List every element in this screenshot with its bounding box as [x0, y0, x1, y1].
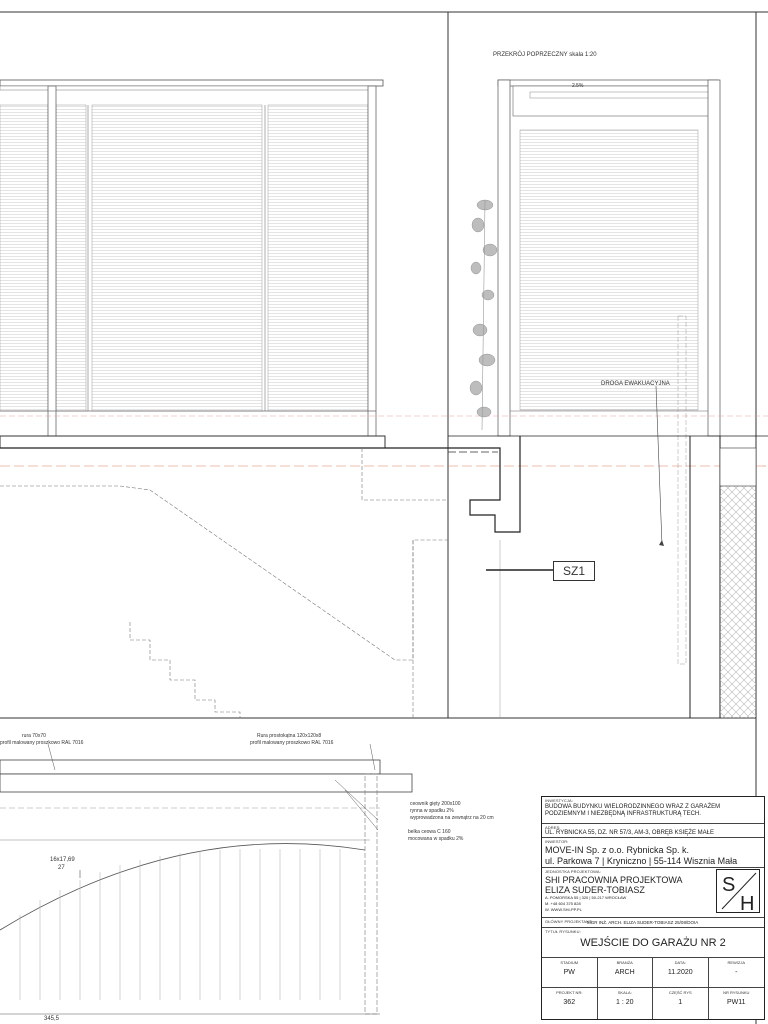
tb-unit-web: W. WWW.SHI-PP.PL — [545, 907, 582, 912]
tb-investor — [542, 838, 764, 868]
tb-part-value: 1 — [678, 999, 683, 1006]
tb-stage-caption: STADIUM — [560, 960, 579, 965]
stairs-dimension-sub: 27 — [58, 865, 65, 871]
title-block — [541, 796, 765, 1020]
pipe-70-label: rura 70x70 — [22, 733, 46, 739]
tb-drawing-no-caption: NR RYSUNKU — [723, 990, 750, 995]
tb-discipline-caption: BRANŻA — [616, 960, 633, 965]
tb-drawing-caption: TYTUŁ RYSUNKU: — [545, 929, 581, 934]
tb-revision-cell — [709, 958, 765, 988]
tb-scale-cell — [598, 988, 654, 1019]
tb-investor-line1: MOVE-IN Sp. z o.o. Rybnicka Sp. k. — [545, 845, 690, 855]
tb-designer — [542, 918, 764, 928]
climbing-plant — [470, 200, 497, 430]
beam-note-2: mocowana w spadku 2% — [408, 836, 464, 842]
pipe-70-profile-label: profil malowany proszkowo RAL 7016 — [0, 740, 84, 746]
section-slope-dim: 2.5% — [572, 83, 584, 89]
tb-stage-value: PW — [563, 969, 575, 976]
tb-investor-caption: INWESTOR: — [545, 839, 569, 844]
tb-drawing-no-cell — [709, 988, 765, 1019]
tb-scale-caption: SKALA: — [617, 990, 632, 995]
tb-info-row-2 — [542, 988, 764, 1019]
tb-project-caption: PROJEKT NR: — [556, 990, 583, 995]
tb-discipline-value: ARCH — [614, 969, 635, 976]
tb-project-value: 362 — [563, 999, 576, 1006]
section-title: PRZEKRÓJ POPRZECZNY skala 1:20 — [493, 52, 597, 58]
tb-date-cell — [653, 958, 709, 988]
tb-address-text: UL. RYBNICKA 55, DZ. NR 57/3, AM-3, OBRĘB KSIĘŻE MAŁE — [545, 830, 714, 836]
tb-stage-cell — [542, 958, 598, 988]
tb-part-caption: CZĘŚĆ RYS — [668, 990, 692, 995]
channel-note-1: ceownik gięty 200x100 — [410, 801, 461, 807]
tb-unit-line2: ELIZA SUDER-TOBIASZ — [545, 885, 645, 895]
channel-note-2: rynna w spadku 2% — [410, 808, 454, 814]
tb-designer-text: MGR INŻ. ARCH. ELIZA SUDER-TOBIASZ 25/08/DOIA — [587, 920, 699, 925]
tb-drawing-title — [542, 928, 764, 958]
front-elevation — [0, 80, 448, 466]
tb-unit-line1: SHI PRACOWNIA PROJEKTOWA — [545, 875, 683, 885]
tb-investor-line2: ul. Parkowa 7 | Kryniczno | 55-114 Wisznia Mała — [545, 856, 738, 866]
channel-note-3: wyprowadzona na zewnątrz na 20 cm — [410, 815, 494, 821]
hidden-stairs — [0, 448, 448, 718]
pipe-120-label: Rura prostokątna 120x120x8 — [257, 733, 322, 739]
bottom-dimension: 345,5 — [44, 1016, 60, 1022]
tb-revision-caption: REWIZJA — [727, 960, 746, 965]
drawing-title: WEJŚCIE DO GARAŻU NR 2 — [580, 937, 726, 949]
tb-designer-caption: GŁÓWNY PROJEKTANT: — [545, 919, 593, 924]
beam-note-1: belka ceowa C 160 — [408, 829, 451, 835]
evacuation-route-label: DROGA EWAKUACYJNA — [601, 381, 670, 387]
tb-part-cell — [653, 988, 709, 1019]
tb-investment-text: BUDOWA BUDYNKU WIELORODZINNEGO WRAZ Z GARAŻEM PODZIEMNYM I NIEZBĘDNĄ INFRASTRUKTURĄ TECH. — [545, 804, 721, 817]
tb-date-caption: DATA: — [674, 960, 686, 965]
tb-unit-phone: M. +48 604 375 828 — [545, 901, 581, 906]
tb-date-value: 11.2020 — [667, 969, 693, 976]
tb-unit-address: A. POMORSKA 55 | 320 | 50-217 WROCŁAW — [545, 895, 627, 900]
tb-revision-value: - — [735, 969, 738, 976]
tb-project-cell — [542, 988, 598, 1019]
tb-drawing-no-value: PW11 — [726, 999, 746, 1006]
tb-design-unit — [542, 868, 764, 918]
tb-info-row-1 — [542, 958, 764, 988]
sz1-tag: SZ1 — [553, 561, 595, 581]
studio-logo — [716, 869, 760, 913]
tb-scale-value: 1 : 20 — [615, 999, 634, 1006]
pipe-120-profile-label: profil malowany proszkowo RAL 7016 — [250, 740, 334, 746]
tb-discipline-cell — [598, 958, 654, 988]
logo-letter-s: S — [722, 874, 736, 896]
tb-unit-caption: JEDNOSTKA PROJEKTOWA: — [545, 869, 601, 874]
tb-address — [542, 824, 764, 838]
cross-section — [448, 80, 768, 718]
tb-investment — [542, 797, 764, 824]
plan-view — [0, 744, 412, 1024]
stairs-dimension: 16x17,69 — [50, 857, 75, 863]
logo-letter-h: H — [740, 893, 755, 913]
tb-address-caption: ADRES: — [545, 825, 561, 830]
tb-investment-caption: INWESTYCJA: — [545, 798, 573, 803]
